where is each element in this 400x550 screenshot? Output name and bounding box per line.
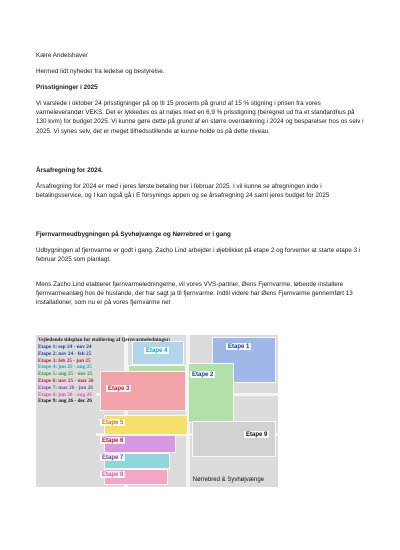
label-etape-8: Etape 8 xyxy=(102,471,124,478)
legend-list xyxy=(38,344,171,405)
district-heating-map xyxy=(36,335,278,487)
section-heading-prices: Prisstigninger i 2025 xyxy=(36,84,98,91)
greeting: Kære Andelshaver xyxy=(36,52,88,59)
label-etape-1: Etape 1 xyxy=(228,343,250,350)
legend-item-etape-2: Etape 2: nov 24 - feb 25 xyxy=(38,350,92,357)
label-etape-3: Etape 3 xyxy=(108,385,130,392)
section-heading-settlement: Årsafregning for 2024. xyxy=(36,167,103,174)
legend-item-etape-4: Etape 4: jun 25 - aug 25 xyxy=(38,364,92,371)
legend-item-etape-8: Etape 8: jun 26 - aug 26 xyxy=(38,391,92,398)
map-caption: Nørrebred & Syvhøjvænge xyxy=(192,477,264,483)
label-etape-4: Etape 4 xyxy=(146,347,168,354)
section-heading-expansion: Fjernvarmeudbygningen på Syvhøjvænge og Nørrebred er i gang xyxy=(36,231,231,238)
label-etape-6: Etape 6 xyxy=(102,437,124,444)
section-text-expansion-1: Udbygningen af fjernvarme er godt i gang. Zacho Lind arbejder i øjeblikket på etape 2 og forventer at starte etape 3 i februar 2025 som planlagt. xyxy=(36,247,361,264)
label-etape-5: Etape 5 xyxy=(102,419,124,426)
label-etape-9: Etape 9 xyxy=(246,431,268,438)
legend-item-etape-7: Etape 7: mar 26 - jun 26 xyxy=(38,384,93,391)
legend-item-etape-3: Etape 3: feb 25 - jun 25 xyxy=(38,357,91,364)
legend-item-etape-5: Etape 5: aug 25 - nov 25 xyxy=(38,371,93,378)
label-etape-7: Etape 7 xyxy=(102,454,124,461)
legend-title: Vejledende tidsplan for etablering af fjernvarmeledninger: xyxy=(38,337,171,343)
legend-item-etape-9: Etape 9: aug 26 - dec 26 xyxy=(38,398,92,405)
legend-item-etape-6: Etape 6: nov 25 - mar 26 xyxy=(38,377,94,384)
section-text-prices: Vi varslede i oktober 24 prisstigninger på op til 15 procents på grund af 15 % stigning i prisen fra vores varmeleverandør VEKS. Det er lykkedes os at nøjes med en 6,9 % prisstigning (beregnet ud fra et standardhus på 130 kvm) for budget 2025. Vi kunne gøre dette på grund af en større overdækning i 2024 og besparelser hos os selv i 2025. Vi synes selv, det er meget tilfredsstillende at kunne holde os på dette niveau. xyxy=(36,100,364,135)
zone-etape-9 xyxy=(192,421,276,457)
section-text-expansion-2: Mens Zacho Lind etablerer fjernvarmeledningerne, vil vores VVS-partner, Øens Fjernvarme, løbende installere fjernvarmeanlæg hos de hustande, der har sagt ja til fjernvarme. Indtil videre har Øens Fjernvarme gennemført 13 installationer, som nu er på vores fjernvarme net xyxy=(36,281,353,307)
map-legend xyxy=(38,337,171,405)
intro-text: Hermed lidt nyheder fra ledelse og bestyrelse. xyxy=(36,68,165,75)
section-text-settlement: Årsafregning for 2024 er med i jeres første betaling her i februar 2025. I vil kunne se afregningen inde i betalingsservice, og I kan også gå i E forsynings appen og se årsafregning 24 samt jeres budget for 2025 xyxy=(36,183,330,200)
legend-item-etape-1: Etape 1: sep 24 - nov 24 xyxy=(38,344,92,350)
label-etape-2: Etape 2 xyxy=(192,371,214,378)
